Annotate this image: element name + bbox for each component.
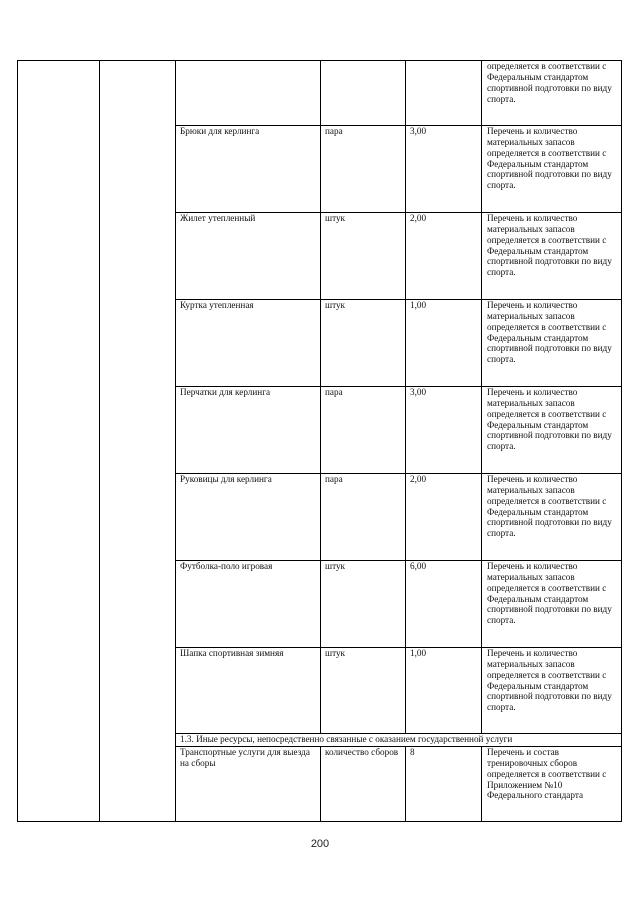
item-name: Куртка утепленная (176, 300, 321, 387)
note-cell: Перечень и количество материальных запасов определяется в соответствии с Федеральным стандартом спортивной подготовки по виду спорта. (482, 648, 622, 734)
item-unit: штук (321, 300, 406, 387)
left-column-cell-1 (18, 61, 100, 822)
note-cell: Перечень и количество материальных запасов определяется в соответствии с Федеральным стандартом спортивной подготовки по виду спорта. (482, 126, 622, 213)
note-cell: определяется в соответствии с Федеральным стандартом спортивной подготовки по виду спорта. (482, 61, 622, 126)
note-cell: Перечень и количество материальных запасов определяется в соответствии с Федеральным стандартом спортивной подготовки по виду спорта. (482, 474, 622, 561)
note-cell: Перечень и состав тренировочных сборов определяется в соответствии с Приложением №10 Федерального стандарта (482, 747, 622, 822)
item-name: Перчатки для керлинга (176, 387, 321, 474)
item-quantity: 1,00 (406, 648, 482, 734)
item-quantity: 3,00 (406, 387, 482, 474)
note-cell: Перечень и количество материальных запасов определяется в соответствии с Федеральным стандартом спортивной подготовки по виду спорта. (482, 300, 622, 387)
section-title: 1.3. Иные ресурсы, непосредственно связанные с оказанием государственной услуги (176, 734, 622, 747)
item-unit: пара (321, 474, 406, 561)
item-quantity: 2,00 (406, 213, 482, 300)
item-name: Жилет утепленный (176, 213, 321, 300)
item-unit: штук (321, 213, 406, 300)
table-row (18, 61, 622, 126)
item-name: Транспортные услуги для выезда на сборы (176, 747, 321, 822)
item-name: Шапка спортивная зимняя (176, 648, 321, 734)
item-unit: пара (321, 126, 406, 213)
item-unit: штук (321, 648, 406, 734)
left-column-cell-2 (100, 61, 176, 822)
item-quantity: 8 (406, 747, 482, 822)
item-name: Руковицы для керлинга (176, 474, 321, 561)
item-unit: количество сборов (321, 747, 406, 822)
note-cell: Перечень и количество материальных запасов определяется в соответствии с Федеральным стандартом спортивной подготовки по виду спорта. (482, 561, 622, 648)
item-quantity: 6,00 (406, 561, 482, 648)
item-name: Футболка-поло игровая (176, 561, 321, 648)
item-unit: пара (321, 387, 406, 474)
note-cell: Перечень и количество материальных запасов определяется в соответствии с Федеральным стандартом спортивной подготовки по виду спорта. (482, 213, 622, 300)
note-cell: Перечень и количество материальных запасов определяется в соответствии с Федеральным стандартом спортивной подготовки по виду спорта. (482, 387, 622, 474)
item-unit: штук (321, 561, 406, 648)
item-quantity: 1,00 (406, 300, 482, 387)
item-name: Брюки для керлинга (176, 126, 321, 213)
item-quantity: 2,00 (406, 474, 482, 561)
item-quantity: 3,00 (406, 126, 482, 213)
resources-table (17, 60, 622, 822)
page-number: 200 (310, 838, 330, 850)
